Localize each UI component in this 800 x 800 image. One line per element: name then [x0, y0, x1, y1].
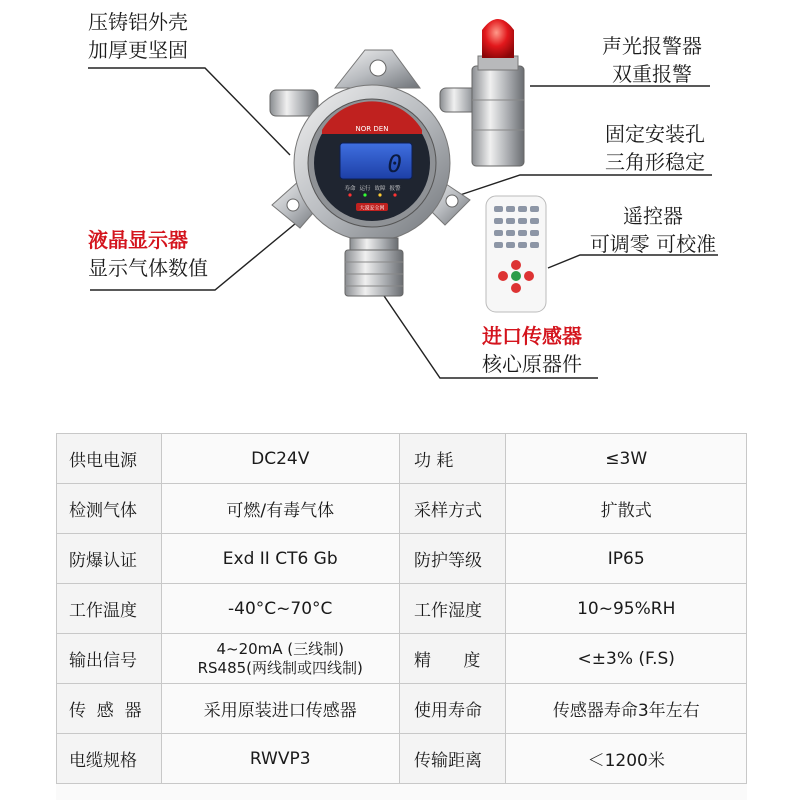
spec-value-line1: 4~20mA (三线制) — [216, 639, 344, 658]
spec-label: 工作温度 — [57, 584, 162, 634]
callout-remote-line1: 遥控器 — [623, 204, 683, 228]
housing-badge: 大漠安全网 — [359, 205, 385, 212]
spec-value: 10~95%RH — [506, 584, 747, 634]
cable-gland-left — [270, 90, 318, 116]
table-row — [57, 734, 747, 784]
spec-value: -40°C~70°C — [161, 584, 399, 634]
table-row — [57, 484, 747, 534]
callout-remote — [578, 202, 728, 258]
spec-label: 输出信号 — [57, 634, 162, 684]
indicator-alarm: 报警 — [389, 186, 401, 192]
callout-lcd-sub: 显示气体数值 — [88, 256, 208, 280]
spec-label: 电缆规格 — [57, 734, 162, 784]
spec-label: 防爆认证 — [57, 534, 162, 584]
callout-alarm-line1: 声光报警器 — [602, 34, 702, 58]
callout-mount-line1: 固定安装孔 — [605, 122, 705, 146]
spec-label: 功 耗 — [399, 434, 506, 484]
table-row — [57, 584, 747, 634]
spec-label: 供电电源 — [57, 434, 162, 484]
callout-alarm-line2: 双重报警 — [612, 62, 692, 86]
spec-value: 传感器寿命3年左右 — [506, 684, 747, 734]
spec-table — [56, 433, 747, 784]
spec-value: ≤3W — [506, 434, 747, 484]
spec-value: 扩散式 — [506, 484, 747, 534]
callout-shell-line2: 加厚更坚固 — [88, 38, 188, 62]
spec-label: 使用寿命 — [399, 684, 506, 734]
spec-label: 工作湿度 — [399, 584, 506, 634]
table-row — [57, 684, 747, 734]
brand-label: NOR DEN — [355, 125, 389, 133]
alarm-light — [472, 19, 524, 166]
spec-value-multiline — [161, 634, 399, 684]
sensor-head — [345, 238, 403, 296]
spec-label: 检测气体 — [57, 484, 162, 534]
table-row — [57, 434, 747, 484]
callout-shell-line1: 压铸铝外壳 — [88, 10, 188, 34]
callout-sensor-title: 进口传感器 — [482, 324, 582, 348]
spec-value: <±3% (F.S) — [506, 634, 747, 684]
callout-mount — [588, 120, 722, 176]
spec-label: 精 度 — [399, 634, 506, 684]
callout-shell — [88, 8, 188, 64]
indicator-fault: 故障 — [374, 186, 386, 192]
spec-value-line2: RS485(两线制或四线制) — [197, 658, 363, 677]
indicator-life: 寿命 — [344, 186, 356, 192]
remote-control — [486, 196, 546, 312]
gas-detector-housing — [294, 85, 450, 241]
callout-mount-line2: 三角形稳定 — [605, 150, 705, 174]
callout-sensor — [462, 322, 602, 378]
spec-label: 传输距离 — [399, 734, 506, 784]
callout-sensor-sub: 核心原器件 — [482, 352, 582, 376]
table-row — [57, 534, 747, 584]
table-row — [57, 634, 747, 684]
mounting-ear-top — [335, 50, 420, 88]
spec-label: 传 感 器 — [57, 684, 162, 734]
spec-label: 采样方式 — [399, 484, 506, 534]
callout-remote-line2: 可调零 可校准 — [589, 232, 717, 256]
callout-alarm — [582, 32, 722, 88]
spec-value: ＜1200米 — [506, 734, 747, 784]
lcd-value: 0 — [387, 150, 402, 178]
callout-lcd — [88, 226, 208, 282]
spec-value: DC24V — [161, 434, 399, 484]
spec-value: Exd II CT6 Gb — [161, 534, 399, 584]
spec-value: RWVP3 — [161, 734, 399, 784]
spec-value: 采用原装进口传感器 — [161, 684, 399, 734]
indicator-run: 运行 — [359, 186, 371, 192]
callout-lcd-title: 液晶显示器 — [88, 228, 188, 252]
spec-value: IP65 — [506, 534, 747, 584]
spec-label: 防护等级 — [399, 534, 506, 584]
spec-value: 可燃/有毒气体 — [161, 484, 399, 534]
